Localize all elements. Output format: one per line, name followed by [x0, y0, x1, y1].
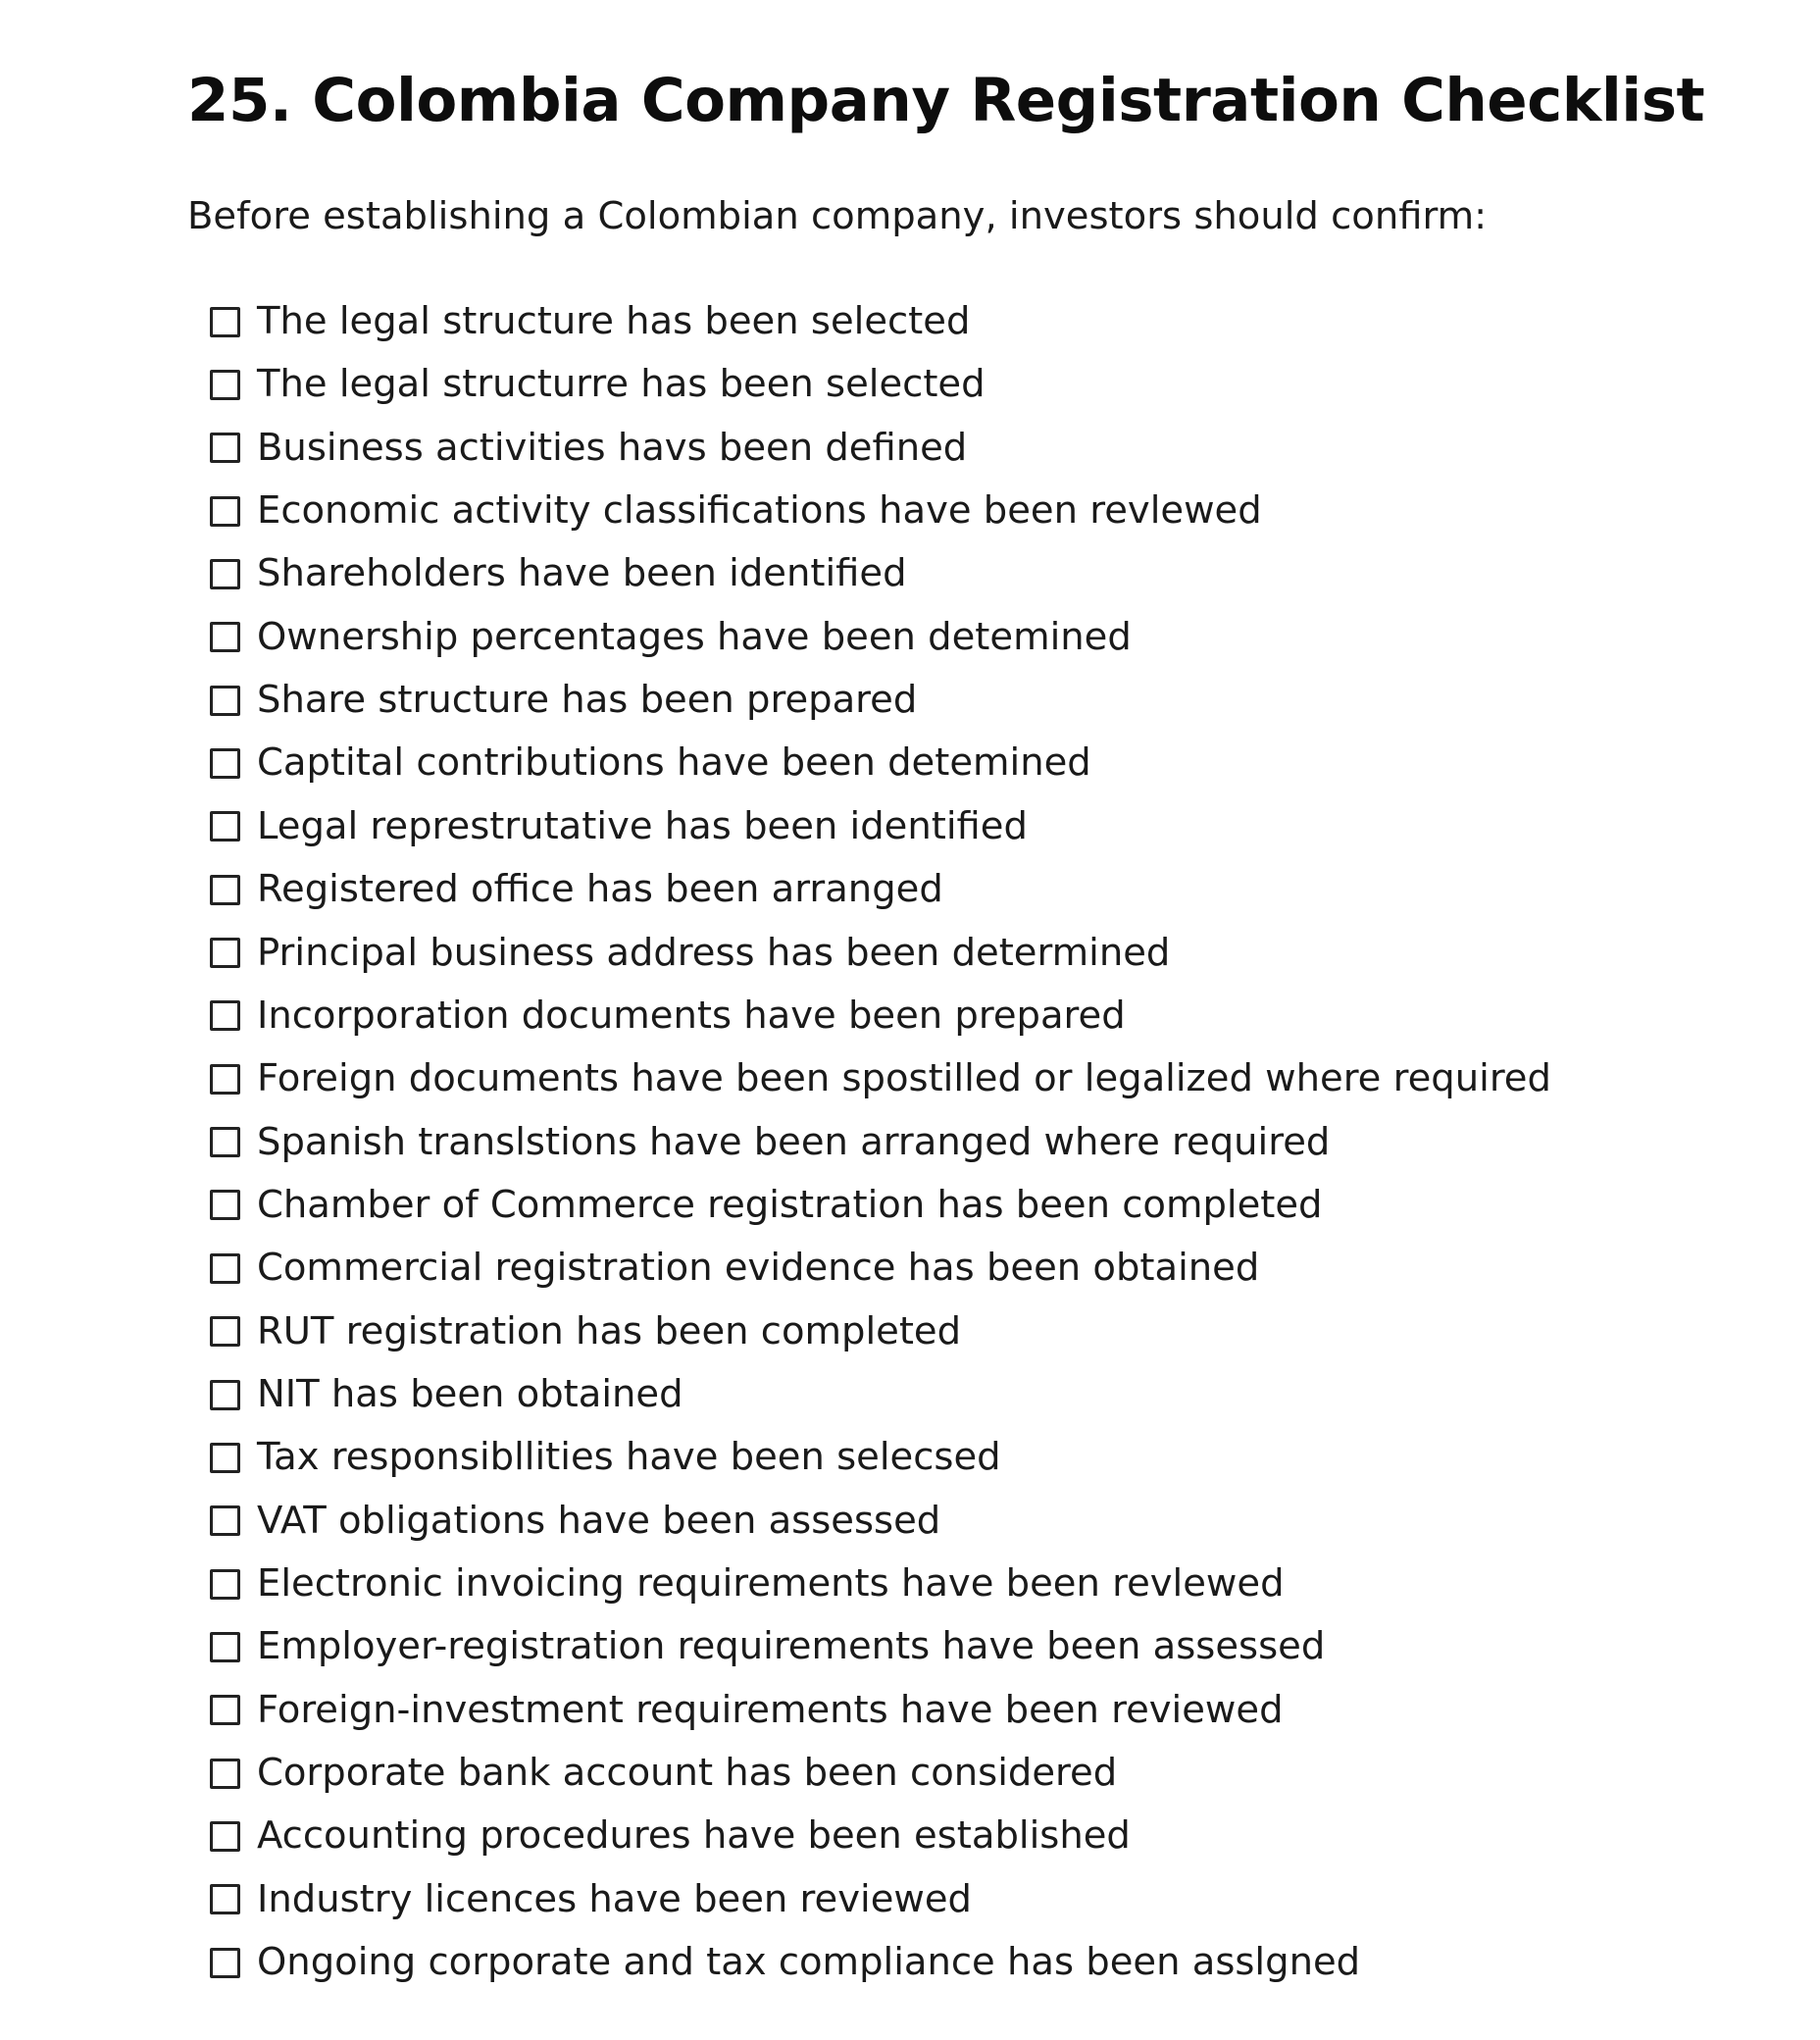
checklist-item-label: Incorporation documents have been prepared [257, 993, 1126, 1038]
checklist-item[interactable] [210, 290, 1551, 353]
checkbox[interactable] [210, 875, 240, 905]
checkbox[interactable] [210, 938, 240, 968]
checkbox[interactable] [210, 1695, 240, 1725]
checklist-item-label: Economic activity classifications have been revlewed [257, 488, 1262, 534]
checklist-item-label: NIT has been obtained [257, 1371, 683, 1416]
checkbox[interactable] [210, 1000, 240, 1031]
checkbox[interactable] [210, 1127, 240, 1157]
checklist-item[interactable] [210, 606, 1551, 669]
checklist [210, 290, 1551, 1994]
checklist-item-label: The legal structurre has been selected [257, 362, 986, 407]
checklist-item-label: Business activities havs been defined [257, 425, 968, 470]
checklist-item-label: Principal business address has been determined [257, 930, 1171, 975]
checklist-item[interactable] [210, 1805, 1551, 1867]
checklist-item-label: Industry licences have been reviewed [257, 1876, 972, 1921]
checklist-item-label: Ownership percentages have been detemined [257, 614, 1132, 659]
checklist-item-label: Legal represtrutative has been identified [257, 803, 1028, 848]
checklist-item-label: Spanish translstions have been arranged where required [257, 1119, 1331, 1164]
checkbox[interactable] [210, 1821, 240, 1852]
checklist-item[interactable] [210, 669, 1551, 732]
checklist-item-label: Chamber of Commerce registration has been completed [257, 1182, 1323, 1227]
checkbox[interactable] [210, 686, 240, 716]
checkbox[interactable] [210, 1443, 240, 1473]
checklist-item[interactable] [210, 732, 1551, 794]
checkbox[interactable] [210, 622, 240, 652]
checklist-item[interactable] [210, 1047, 1551, 1110]
checkbox[interactable] [210, 1190, 240, 1220]
checklist-item-label: Ongoing corporate and tax compliance has been asslgned [257, 1940, 1361, 1985]
intro-text: Before establishing a Colombian company, investors should confirm: [187, 194, 1488, 238]
checklist-item-label: Share structure has been prepared [257, 678, 918, 723]
checklist-item-label: Employer-registration requirements have been assessed [257, 1624, 1326, 1669]
checklist-item-label: Commercial registration evidence has been obtained [257, 1246, 1260, 1291]
checklist-item[interactable] [210, 1300, 1551, 1363]
checklist-item[interactable] [210, 1679, 1551, 1742]
checkbox[interactable] [210, 1253, 240, 1284]
checklist-item[interactable] [210, 417, 1551, 480]
checklist-item-label: VAT obligations have been assessed [257, 1498, 941, 1543]
checklist-item-label: Electronic invoicing requirements have been revlewed [257, 1560, 1285, 1606]
checklist-item[interactable] [210, 480, 1551, 542]
checklist-item[interactable] [210, 1363, 1551, 1426]
checkbox[interactable] [210, 1380, 240, 1410]
checklist-item-label: The legal structure has been selected [257, 299, 971, 344]
checklist-item-label: Foreign-investment requirements have been reviewed [257, 1687, 1284, 1732]
checkbox[interactable] [210, 370, 240, 400]
checkbox[interactable] [210, 559, 240, 589]
checkbox[interactable] [210, 496, 240, 527]
checklist-item[interactable] [210, 1615, 1551, 1678]
checklist-item-label: Tax responsibllities have been selecsed [257, 1435, 1001, 1480]
checkbox[interactable] [210, 433, 240, 463]
checklist-item[interactable] [210, 1553, 1551, 1615]
checklist-item[interactable] [210, 921, 1551, 984]
checkbox[interactable] [210, 811, 240, 842]
checklist-item-label: Foreign documents have been spostilled or legalized where required [257, 1056, 1551, 1101]
checklist-item[interactable] [210, 1426, 1551, 1489]
checkbox[interactable] [210, 1316, 240, 1347]
checklist-item-label: Accounting procedures have been established [257, 1813, 1131, 1859]
checkbox[interactable] [210, 1064, 240, 1095]
checkbox[interactable] [210, 1884, 240, 1914]
checklist-item[interactable] [210, 795, 1551, 858]
checklist-item[interactable] [210, 1742, 1551, 1805]
checklist-item[interactable] [210, 985, 1551, 1047]
checklist-item[interactable] [210, 858, 1551, 921]
checklist-item[interactable] [210, 542, 1551, 605]
checklist-item-label: RUT registration has been completed [257, 1308, 962, 1353]
checkbox[interactable] [210, 1948, 240, 1978]
checkbox[interactable] [210, 1505, 240, 1536]
checklist-item[interactable] [210, 1110, 1551, 1173]
checkbox[interactable] [210, 1569, 240, 1600]
checklist-item[interactable] [210, 1931, 1551, 1994]
checklist-item[interactable] [210, 1868, 1551, 1931]
checklist-item[interactable] [210, 1490, 1551, 1553]
checklist-item[interactable] [210, 1174, 1551, 1237]
checklist-item-label: Corporate bank account has been considered [257, 1750, 1118, 1795]
checkbox[interactable] [210, 1632, 240, 1662]
checklist-item[interactable] [210, 353, 1551, 416]
checkbox[interactable] [210, 748, 240, 779]
checklist-item[interactable] [210, 1237, 1551, 1300]
checklist-item-label: Registered office has been arranged [257, 867, 943, 912]
checkbox[interactable] [210, 307, 240, 337]
checklist-item-label: Shareholders have been identified [257, 551, 907, 596]
checklist-item-label: Captital contributions have been detemined [257, 740, 1091, 786]
page-title: 25. Colombia Company Registration Checklist [187, 66, 1705, 135]
checkbox[interactable] [210, 1759, 240, 1789]
